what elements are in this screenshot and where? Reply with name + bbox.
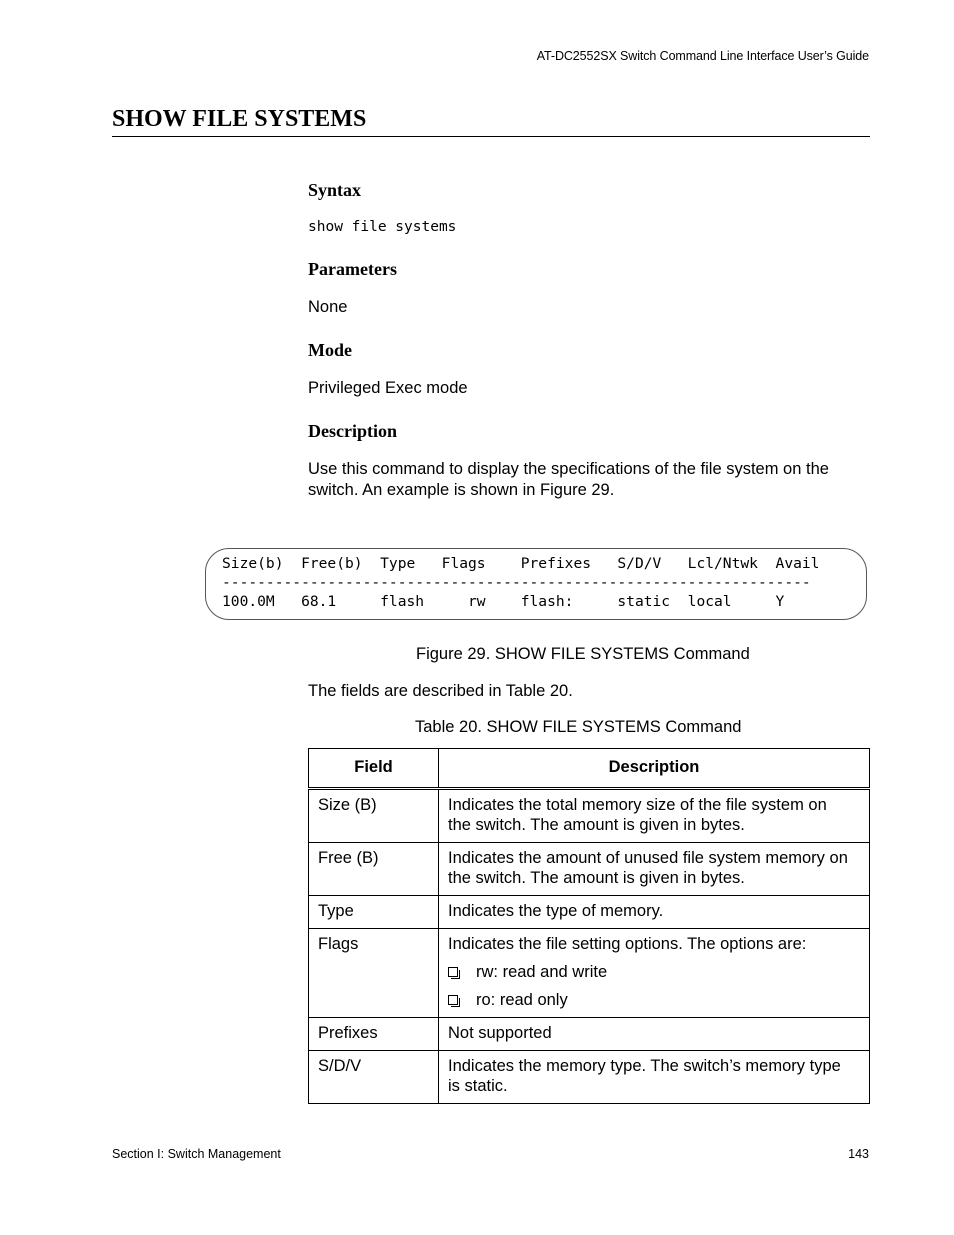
mode-text: Privileged Exec mode (308, 379, 468, 397)
page-number: 143 (848, 1147, 869, 1161)
description-cell (439, 929, 870, 1018)
description-cell: Not supported (439, 1018, 870, 1051)
description-line: Indicates the amount of unused file system memory on (448, 849, 848, 867)
syntax-command: show file systems (308, 219, 457, 235)
checkbox-bullet-icon (448, 995, 458, 1005)
description-column-header: Description (439, 749, 870, 789)
description-line: Indicates the memory type. The switch’s memory type (448, 1057, 841, 1075)
field-cell: Flags (309, 929, 439, 1018)
page-title: SHOW FILE SYSTEMS (112, 106, 870, 137)
description-line: is static. (448, 1077, 508, 1095)
running-header: AT-DC2552SX Switch Command Line Interface User’s Guide (536, 49, 869, 63)
table-row (309, 843, 870, 896)
field-cell: S/D/V (309, 1051, 439, 1104)
description-line: the switch. The amount is given in bytes. (448, 816, 745, 834)
cli-output-box (205, 548, 867, 620)
description-line-1: Use this command to display the specifications of the file system on the (308, 460, 829, 478)
description-cell (439, 843, 870, 896)
field-cell: Free (B) (309, 843, 439, 896)
description-line: the switch. The amount is given in bytes. (448, 869, 745, 887)
checkbox-bullet-icon (448, 967, 458, 977)
figure-caption: Figure 29. SHOW FILE SYSTEMS Command (416, 645, 750, 663)
description-heading: Description (308, 421, 397, 441)
cli-header-line: Size(b) Free(b) Type Flags Prefixes S/D/V Lcl/Ntwk Avail (222, 555, 820, 572)
table-caption: Table 20. SHOW FILE SYSTEMS Command (415, 718, 742, 736)
cli-separator-line: ------------------------------------------------------------------- (222, 574, 811, 591)
parameters-heading: Parameters (308, 259, 397, 279)
description-cell (439, 1051, 870, 1104)
mode-heading: Mode (308, 340, 352, 360)
cli-data-line: 100.0M 68.1 flash rw flash: static local Y (222, 593, 785, 610)
field-cell: Size (B) (309, 789, 439, 843)
field-cell: Prefixes (309, 1018, 439, 1051)
description-line: Indicates the total memory size of the file system on (448, 796, 827, 814)
table-row (309, 929, 870, 1018)
parameters-text: None (308, 298, 348, 316)
description-cell (439, 789, 870, 843)
table-row (309, 896, 870, 929)
field-column-header: Field (309, 749, 439, 789)
fields-table (308, 748, 870, 1104)
table-row (309, 1051, 870, 1104)
table-intro: The fields are described in Table 20. (308, 682, 573, 700)
bullet-item (448, 990, 860, 1010)
description-text (308, 459, 868, 501)
description-line-2: switch. An example is shown in Figure 29. (308, 481, 615, 499)
table-row (309, 1018, 870, 1051)
bullet-text: rw: read and write (476, 963, 608, 981)
description-cell: Indicates the type of memory. (439, 896, 870, 929)
syntax-heading: Syntax (308, 180, 362, 200)
footer-section: Section I: Switch Management (112, 1147, 281, 1161)
bullet-text: ro: read only (476, 991, 568, 1009)
table-row (309, 789, 870, 843)
description-line: Indicates the file setting options. The options are: (448, 935, 807, 953)
table-header-row (309, 749, 870, 789)
bullet-item (448, 962, 860, 982)
field-cell: Type (309, 896, 439, 929)
